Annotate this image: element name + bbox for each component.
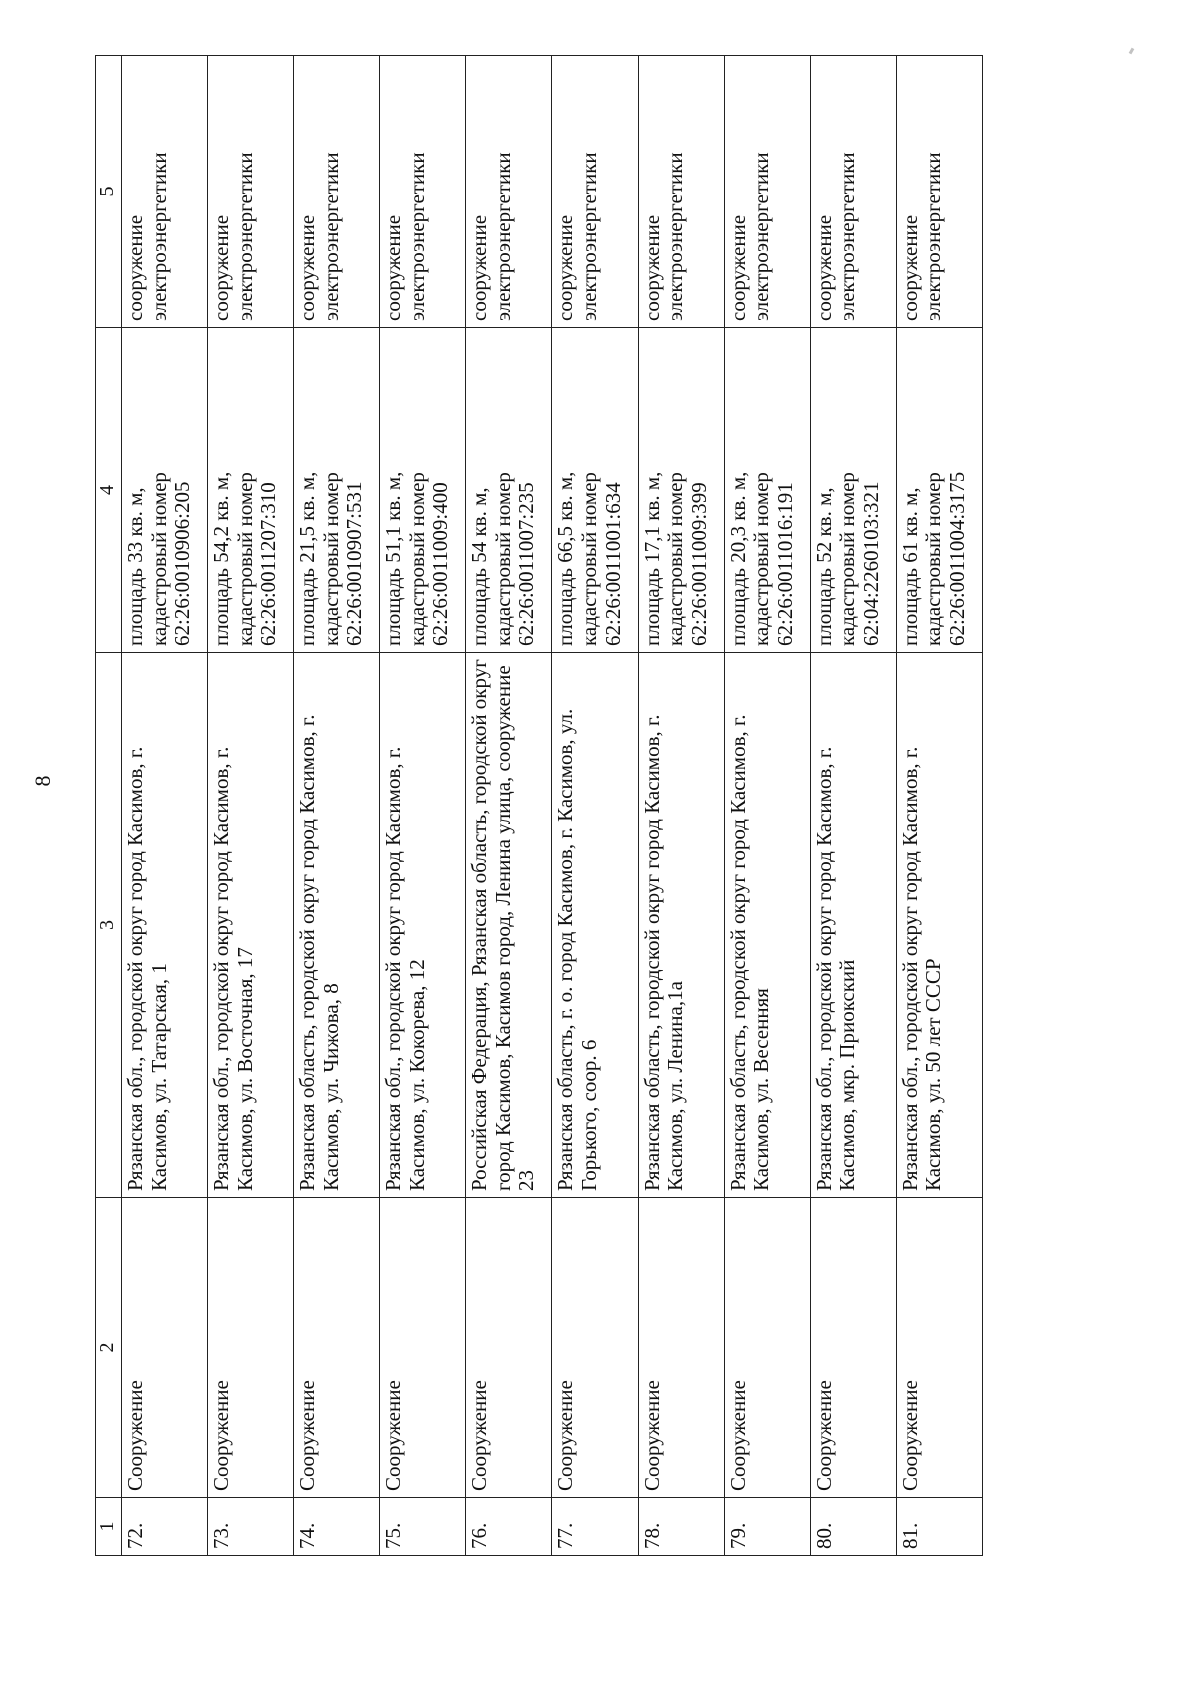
row-number: 78. xyxy=(638,1498,724,1556)
column-header-1: 1 xyxy=(96,1498,122,1556)
object-purpose: сооружение электроэнергетики xyxy=(466,56,552,328)
row-number: 81. xyxy=(896,1498,982,1556)
object-address: Рязанская обл., городской округ город Касимов, г. Касимов, мкр. Приокский xyxy=(810,653,896,1198)
object-characteristics: площадь 52 кв. м, кадастровый номер 62:04:2260103:321 xyxy=(810,328,896,653)
row-number: 80. xyxy=(810,1498,896,1556)
table-row xyxy=(724,56,810,1556)
object-type: Сооружение xyxy=(122,1198,208,1498)
property-table-container xyxy=(95,56,983,1556)
page-number: 8 xyxy=(30,775,55,787)
object-address: Рязанская обл., городской округ город Касимов, г. Касимов, ул. Кокорева, 12 xyxy=(380,653,466,1198)
object-purpose: сооружение электроэнергетики xyxy=(896,56,982,328)
row-number: 77. xyxy=(552,1498,638,1556)
object-address: Рязанская обл., городской округ город Касимов, г. Касимов, ул. Восточная, 17 xyxy=(208,653,294,1198)
object-purpose: сооружение электроэнергетики xyxy=(208,56,294,328)
table-row xyxy=(466,56,552,1556)
object-characteristics: площадь 33 кв. м, кадастровый номер 62:26:0010906:205 xyxy=(122,328,208,653)
object-type: Сооружение xyxy=(294,1198,380,1498)
table-row xyxy=(552,56,638,1556)
row-number: 72. xyxy=(122,1498,208,1556)
object-type: Сооружение xyxy=(724,1198,810,1498)
object-address: Рязанская область, г. о. город Касимов, г. Касимов, ул. Горького, соор. 6 xyxy=(552,653,638,1198)
object-purpose: сооружение электроэнергетики xyxy=(552,56,638,328)
object-type: Сооружение xyxy=(896,1198,982,1498)
object-purpose: сооружение электроэнергетики xyxy=(380,56,466,328)
object-characteristics: площадь 61 кв. м, кадастровый номер 62:26:0011004:3175 xyxy=(896,328,982,653)
object-characteristics: площадь 17,1 кв. м, кадастровый номер 62:26:0011009:399 xyxy=(638,328,724,653)
object-characteristics: площадь 51,1 кв. м, кадастровый номер 62:26:0011009:400 xyxy=(380,328,466,653)
row-number: 74. xyxy=(294,1498,380,1556)
column-header-2: 2 xyxy=(96,1198,122,1498)
column-header-3: 3 xyxy=(96,653,122,1198)
object-characteristics: площадь 54 кв. м, кадастровый номер 62:26:0011007:235 xyxy=(466,328,552,653)
object-purpose: сооружение электроэнергетики xyxy=(638,56,724,328)
table-row xyxy=(294,56,380,1556)
table-row xyxy=(380,56,466,1556)
object-characteristics: площадь 20,3 кв. м, кадастровый номер 62:26:0011016:191 xyxy=(724,328,810,653)
object-address: Рязанская область, городской округ город Касимов, г. Касимов, ул. Ленина,1а xyxy=(638,653,724,1198)
object-address: Рязанская обл., городской округ город Касимов, г. Касимов, ул. Татарская, 1 xyxy=(122,653,208,1198)
table-row xyxy=(896,56,982,1556)
object-characteristics: площадь 66,5 кв. м, кадастровый номер 62:26:0011001:634 xyxy=(552,328,638,653)
scan-speck xyxy=(1129,48,1135,55)
object-characteristics: площадь 21,5 кв. м, кадастровый номер 62:26:0010907:531 xyxy=(294,328,380,653)
column-header-4: 4 xyxy=(96,328,122,653)
object-address: Рязанская область, городской округ город Касимов, г. Касимов, ул. Весенняя xyxy=(724,653,810,1198)
row-number: 79. xyxy=(724,1498,810,1556)
object-address: Рязанская обл., городской округ город Касимов, г. Касимов, ул. 50 лет СССР xyxy=(896,653,982,1198)
object-type: Сооружение xyxy=(466,1198,552,1498)
column-header-5: 5 xyxy=(96,56,122,328)
object-type: Сооружение xyxy=(208,1198,294,1498)
table-row xyxy=(638,56,724,1556)
row-number: 76. xyxy=(466,1498,552,1556)
object-characteristics: площадь 54,2 кв. м, кадастровый номер 62:26:0011207:310 xyxy=(208,328,294,653)
object-type: Сооружение xyxy=(552,1198,638,1498)
row-number: 75. xyxy=(380,1498,466,1556)
object-purpose: сооружение электроэнергетики xyxy=(810,56,896,328)
object-address: Рязанская область, городской округ город Касимов, г. Касимов, ул. Чижова, 8 xyxy=(294,653,380,1198)
row-number: 73. xyxy=(208,1498,294,1556)
table-row xyxy=(810,56,896,1556)
table-header-row xyxy=(96,56,122,1556)
object-type: Сооружение xyxy=(638,1198,724,1498)
object-type: Сооружение xyxy=(810,1198,896,1498)
object-purpose: сооружение электроэнергетики xyxy=(122,56,208,328)
table-row xyxy=(208,56,294,1556)
property-table xyxy=(95,55,983,1556)
table-row xyxy=(122,56,208,1556)
object-address: Российская Федерация, Рязанская область, городской округ город Касимов, Касимов город, Ленина улица, сооружение 23 xyxy=(466,653,552,1198)
object-purpose: сооружение электроэнергетики xyxy=(294,56,380,328)
object-type: Сооружение xyxy=(380,1198,466,1498)
object-purpose: сооружение электроэнергетики xyxy=(724,56,810,328)
